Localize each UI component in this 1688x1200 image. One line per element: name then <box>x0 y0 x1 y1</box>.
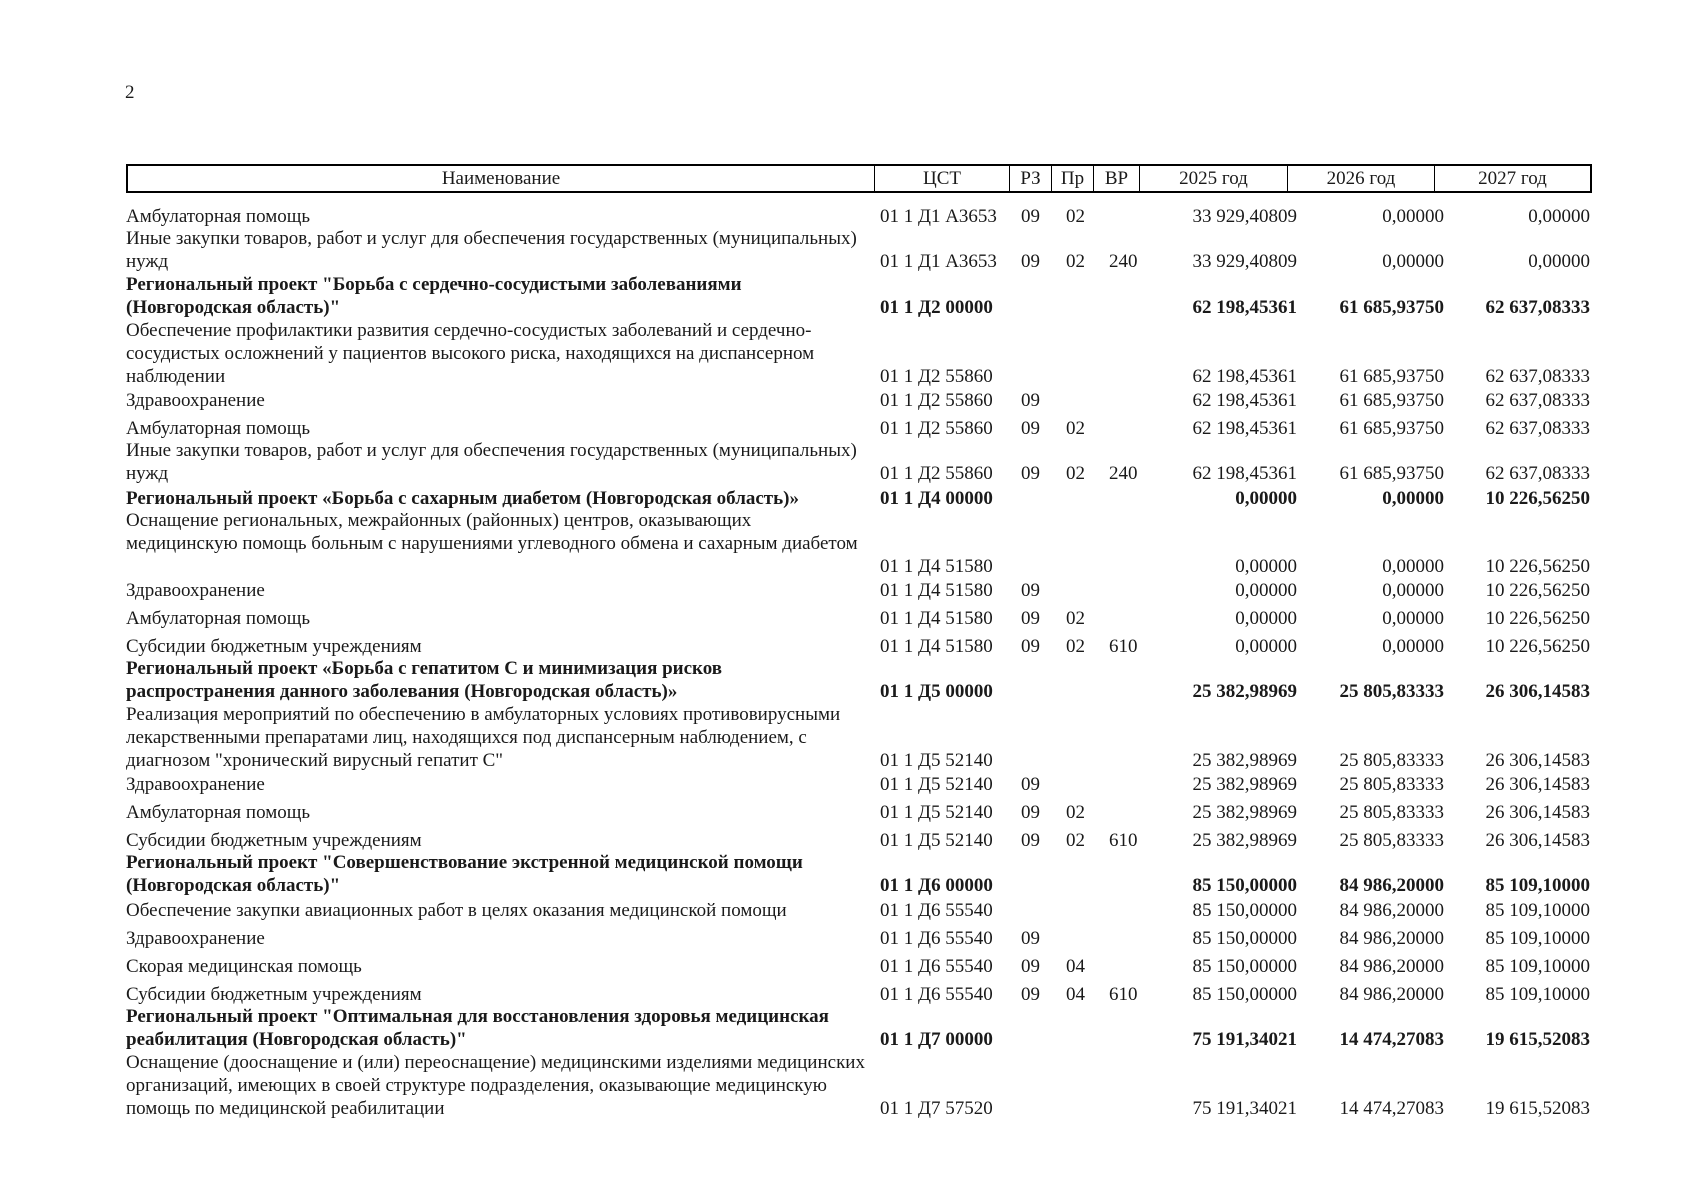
amount-2026-cell: 0,00000 <box>1382 488 1444 509</box>
cst-cell: 01 1 Д5 52140 <box>880 830 993 851</box>
row-name: Региональный проект "Борьба с сердечно-сосудистыми заболеваниями (Новгородская область)" <box>126 274 742 318</box>
rz-cell: 09 <box>1021 463 1040 484</box>
amount-2027-cell: 85 109,10000 <box>1485 928 1590 949</box>
amount-2025-cell: 62 198,45361 <box>1192 390 1297 411</box>
row-name: Субсидии бюджетным учреждениям <box>126 830 422 851</box>
rz-cell: 09 <box>1021 928 1040 949</box>
amount-2026-cell: 14 474,27083 <box>1339 1098 1444 1119</box>
amount-2027-cell: 0,00000 <box>1528 206 1590 227</box>
pr-cell: 02 <box>1066 418 1085 439</box>
amount-2026-cell: 25 805,83333 <box>1339 750 1444 771</box>
amount-2025-cell: 25 382,98969 <box>1192 774 1297 795</box>
amount-2026-cell: 84 986,20000 <box>1339 928 1444 949</box>
row-name: Амбулаторная помощь <box>126 418 311 439</box>
row-name: Региональный проект "Совершенствование экстренной медицинской помощи (Новгородская область)" <box>126 852 803 896</box>
row-name: Оснащение (дооснащение и (или) переоснащение) медицинскими изделиями медицинских организаций, имеющих в своей структуре подразделения, оказывающие медицинскую помощь по медицинской реабилитации <box>126 1052 865 1119</box>
amount-2025-cell: 0,00000 <box>1235 608 1297 629</box>
amount-2027-cell: 10 226,56250 <box>1485 580 1590 601</box>
rz-cell: 09 <box>1021 802 1040 823</box>
row-name: Скорая медицинская помощь <box>126 956 362 977</box>
amount-2026-cell: 84 986,20000 <box>1339 875 1444 896</box>
amount-2027-cell: 10 226,56250 <box>1485 608 1590 629</box>
cst-cell: 01 1 Д6 55540 <box>880 928 993 949</box>
pr-cell: 04 <box>1066 984 1085 1005</box>
amount-2027-cell: 19 615,52083 <box>1485 1029 1590 1050</box>
amount-2027-cell: 26 306,14583 <box>1485 802 1590 823</box>
row-name: Здравоохранение <box>126 928 265 949</box>
amount-2027-cell: 62 637,08333 <box>1485 418 1590 439</box>
cst-cell: 01 1 Д2 00000 <box>880 297 993 318</box>
amount-2026-cell: 61 685,93750 <box>1339 463 1444 484</box>
row-name: Субсидии бюджетным учреждениям <box>126 636 422 657</box>
amount-2026-cell: 61 685,93750 <box>1339 366 1444 387</box>
row-name: Региональный проект «Борьба с гепатитом С и минимизация рисков распространения данного заболевания (Новгородская область)» <box>126 658 723 702</box>
vr-cell: 240 <box>1109 463 1138 484</box>
budget-table <box>126 164 1592 1119</box>
pr-cell: 02 <box>1066 463 1085 484</box>
amount-2026-cell: 84 986,20000 <box>1339 900 1444 921</box>
rz-cell: 09 <box>1021 830 1040 851</box>
rz-cell: 09 <box>1021 390 1040 411</box>
row-name: Здравоохранение <box>126 774 265 795</box>
amount-2026-cell: 0,00000 <box>1382 251 1444 272</box>
amount-2027-cell: 10 226,56250 <box>1485 636 1590 657</box>
amount-2027-cell: 10 226,56250 <box>1485 488 1590 509</box>
amount-2026-cell: 0,00000 <box>1382 556 1444 577</box>
amount-2025-cell: 33 929,40809 <box>1192 206 1297 227</box>
cst-cell: 01 1 Д4 51580 <box>880 580 993 601</box>
cst-cell: 01 1 Д2 55860 <box>880 390 993 411</box>
header-rz: РЗ <box>1009 166 1051 191</box>
amount-2027-cell: 26 306,14583 <box>1485 750 1590 771</box>
pr-cell: 04 <box>1066 956 1085 977</box>
amount-2027-cell: 85 109,10000 <box>1485 956 1590 977</box>
rz-cell: 09 <box>1021 956 1040 977</box>
amount-2027-cell: 26 306,14583 <box>1485 774 1590 795</box>
amount-2026-cell: 25 805,83333 <box>1339 774 1444 795</box>
cst-cell: 01 1 Д2 55860 <box>880 463 993 484</box>
vr-cell: 610 <box>1109 984 1138 1005</box>
amount-2027-cell: 26 306,14583 <box>1485 830 1590 851</box>
amount-2025-cell: 0,00000 <box>1235 556 1297 577</box>
amount-2026-cell: 0,00000 <box>1382 206 1444 227</box>
amount-2025-cell: 0,00000 <box>1235 580 1297 601</box>
page-number: 2 <box>125 82 135 103</box>
header-vr: ВР <box>1093 166 1139 191</box>
amount-2025-cell: 85 150,00000 <box>1192 956 1297 977</box>
row-name: Амбулаторная помощь <box>126 608 311 629</box>
cst-cell: 01 1 Д5 00000 <box>880 681 993 702</box>
rz-cell: 09 <box>1021 608 1040 629</box>
amount-2026-cell: 0,00000 <box>1382 636 1444 657</box>
amount-2027-cell: 62 637,08333 <box>1485 463 1590 484</box>
cst-cell: 01 1 Д5 52140 <box>880 802 993 823</box>
amount-2027-cell: 26 306,14583 <box>1485 681 1590 702</box>
header-2026: 2026 год <box>1287 166 1434 191</box>
cst-cell: 01 1 Д2 55860 <box>880 366 993 387</box>
cst-cell: 01 1 Д4 51580 <box>880 556 993 577</box>
amount-2027-cell: 62 637,08333 <box>1485 366 1590 387</box>
amount-2025-cell: 0,00000 <box>1235 488 1297 509</box>
pr-cell: 02 <box>1066 206 1085 227</box>
row-name: Реализация мероприятий по обеспечению в амбулаторных условиях противовирусными лекарственными препаратами лиц, находящихся под диспансерным наблюдением, с диагнозом "хронический вирусный гепатит С" <box>126 704 841 771</box>
amount-2026-cell: 0,00000 <box>1382 580 1444 601</box>
row-name: Обеспечение профилактики развития сердечно-сосудистых заболеваний и сердечно-сосудистых осложнений у пациентов высокого риска, находящихся на диспансерном наблюдении <box>126 320 815 387</box>
amount-2027-cell: 85 109,10000 <box>1485 875 1590 896</box>
amount-2025-cell: 85 150,00000 <box>1192 900 1297 921</box>
amount-2025-cell: 25 382,98969 <box>1192 802 1297 823</box>
amount-2025-cell: 25 382,98969 <box>1192 750 1297 771</box>
cst-cell: 01 1 Д4 51580 <box>880 608 993 629</box>
amount-2025-cell: 62 198,45361 <box>1192 366 1297 387</box>
cst-cell: 01 1 Д5 52140 <box>880 774 993 795</box>
cst-cell: 01 1 Д1 А3653 <box>880 206 997 227</box>
amount-2025-cell: 33 929,40809 <box>1192 251 1297 272</box>
row-name: Амбулаторная помощь <box>126 206 311 227</box>
pr-cell: 02 <box>1066 802 1085 823</box>
cst-cell: 01 1 Д5 52140 <box>880 750 993 771</box>
amount-2025-cell: 25 382,98969 <box>1192 830 1297 851</box>
rz-cell: 09 <box>1021 580 1040 601</box>
amount-2026-cell: 61 685,93750 <box>1339 297 1444 318</box>
amount-2025-cell: 62 198,45361 <box>1192 418 1297 439</box>
rz-cell: 09 <box>1021 251 1040 272</box>
row-name: Амбулаторная помощь <box>126 802 311 823</box>
amount-2026-cell: 14 474,27083 <box>1339 1029 1444 1050</box>
header-pr: Пр <box>1051 166 1093 191</box>
cst-cell: 01 1 Д6 00000 <box>880 875 993 896</box>
amount-2026-cell: 84 986,20000 <box>1339 956 1444 977</box>
amount-2025-cell: 85 150,00000 <box>1192 984 1297 1005</box>
rz-cell: 09 <box>1021 206 1040 227</box>
cst-cell: 01 1 Д7 57520 <box>880 1098 993 1119</box>
amount-2026-cell: 61 685,93750 <box>1339 390 1444 411</box>
row-name: Обеспечение закупки авиационных работ в целях оказания медицинской помощи <box>126 900 787 921</box>
cst-cell: 01 1 Д1 А3653 <box>880 251 997 272</box>
amount-2025-cell: 85 150,00000 <box>1192 928 1297 949</box>
amount-2026-cell: 25 805,83333 <box>1339 681 1444 702</box>
pr-cell: 02 <box>1066 830 1085 851</box>
row-name: Здравоохранение <box>126 580 265 601</box>
rz-cell: 09 <box>1021 774 1040 795</box>
vr-cell: 610 <box>1109 830 1138 851</box>
amount-2026-cell: 84 986,20000 <box>1339 984 1444 1005</box>
row-name: Здравоохранение <box>126 390 265 411</box>
amount-2025-cell: 62 198,45361 <box>1192 463 1297 484</box>
amount-2025-cell: 85 150,00000 <box>1192 875 1297 896</box>
amount-2026-cell: 61 685,93750 <box>1339 418 1444 439</box>
cst-cell: 01 1 Д4 51580 <box>880 636 993 657</box>
amount-2027-cell: 85 109,10000 <box>1485 984 1590 1005</box>
cst-cell: 01 1 Д6 55540 <box>880 956 993 977</box>
amount-2027-cell: 62 637,08333 <box>1485 390 1590 411</box>
row-name: Иные закупки товаров, работ и услуг для обеспечения государственных (муниципальных) нужд <box>126 228 857 272</box>
row-name: Региональный проект "Оптимальная для восстановления здоровья медицинская реабилитация (Новгородская область)" <box>126 1006 829 1050</box>
cst-cell: 01 1 Д6 55540 <box>880 900 993 921</box>
amount-2025-cell: 75 191,34021 <box>1192 1098 1297 1119</box>
rz-cell: 09 <box>1021 984 1040 1005</box>
rz-cell: 09 <box>1021 636 1040 657</box>
row-name: Иные закупки товаров, работ и услуг для обеспечения государственных (муниципальных) нужд <box>126 440 857 484</box>
cst-cell: 01 1 Д2 55860 <box>880 418 993 439</box>
amount-2025-cell: 0,00000 <box>1235 636 1297 657</box>
amount-2027-cell: 0,00000 <box>1528 251 1590 272</box>
vr-cell: 610 <box>1109 636 1138 657</box>
header-2027: 2027 год <box>1434 166 1590 191</box>
table-header <box>126 164 1592 193</box>
pr-cell: 02 <box>1066 636 1085 657</box>
cst-cell: 01 1 Д7 00000 <box>880 1029 993 1050</box>
amount-2026-cell: 25 805,83333 <box>1339 830 1444 851</box>
cst-cell: 01 1 Д6 55540 <box>880 984 993 1005</box>
amount-2026-cell: 0,00000 <box>1382 608 1444 629</box>
pr-cell: 02 <box>1066 608 1085 629</box>
amount-2026-cell: 25 805,83333 <box>1339 802 1444 823</box>
amount-2025-cell: 62 198,45361 <box>1192 297 1297 318</box>
rz-cell: 09 <box>1021 418 1040 439</box>
amount-2027-cell: 10 226,56250 <box>1485 556 1590 577</box>
header-name: Наименование <box>441 168 561 189</box>
cst-cell: 01 1 Д4 00000 <box>880 488 993 509</box>
row-name: Субсидии бюджетным учреждениям <box>126 984 422 1005</box>
amount-2025-cell: 75 191,34021 <box>1192 1029 1297 1050</box>
amount-2027-cell: 85 109,10000 <box>1485 900 1590 921</box>
vr-cell: 240 <box>1109 251 1138 272</box>
row-name: Оснащение региональных, межрайонных (районных) центров, оказывающих медицинскую помощь больным с нарушениями углеводного обмена и сахарным диабетом <box>126 510 858 554</box>
header-2025: 2025 год <box>1139 166 1287 191</box>
amount-2025-cell: 25 382,98969 <box>1192 681 1297 702</box>
row-name: Региональный проект «Борьба с сахарным диабетом (Новгородская область)» <box>126 488 799 509</box>
header-cst: ЦСТ <box>874 166 1009 191</box>
pr-cell: 02 <box>1066 251 1085 272</box>
amount-2027-cell: 19 615,52083 <box>1485 1098 1590 1119</box>
amount-2027-cell: 62 637,08333 <box>1485 297 1590 318</box>
